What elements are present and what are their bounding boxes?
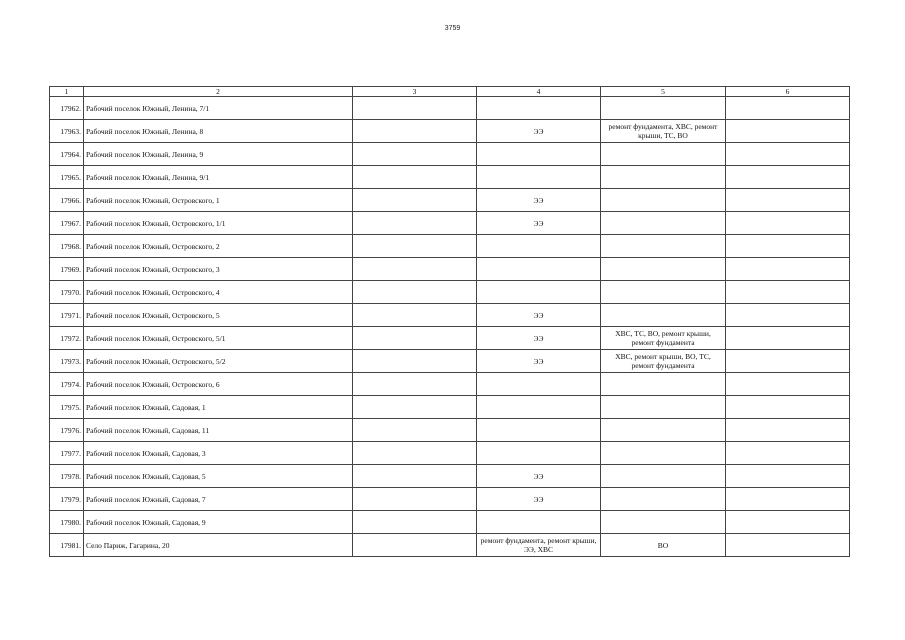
column-6-cell bbox=[726, 534, 850, 557]
column-3-cell bbox=[353, 373, 477, 396]
column-4-cell: ЭЭ bbox=[477, 488, 601, 511]
column-6-cell bbox=[726, 97, 850, 120]
column-header: 6 bbox=[726, 87, 850, 97]
header-row bbox=[50, 87, 850, 97]
column-3-cell bbox=[353, 350, 477, 373]
row-number: 17971. bbox=[50, 304, 84, 327]
column-3-cell bbox=[353, 327, 477, 350]
address-cell: Рабочий поселок Южный, Садовая, 3 bbox=[84, 442, 353, 465]
column-3-cell bbox=[353, 488, 477, 511]
column-4-cell: ЭЭ bbox=[477, 350, 601, 373]
column-6-cell bbox=[726, 235, 850, 258]
row-number: 17980. bbox=[50, 511, 84, 534]
table-row bbox=[50, 488, 850, 511]
table-row bbox=[50, 189, 850, 212]
column-4-cell: ЭЭ bbox=[477, 189, 601, 212]
column-6-cell bbox=[726, 258, 850, 281]
column-4-cell bbox=[477, 235, 601, 258]
column-4-cell: ЭЭ bbox=[477, 327, 601, 350]
column-4-cell: ЭЭ bbox=[477, 465, 601, 488]
column-3-cell bbox=[353, 212, 477, 235]
column-header: 1 bbox=[50, 87, 84, 97]
column-3-cell bbox=[353, 120, 477, 143]
column-3-cell bbox=[353, 143, 477, 166]
row-number: 17973. bbox=[50, 350, 84, 373]
table-row bbox=[50, 281, 850, 304]
column-5-cell bbox=[601, 511, 726, 534]
column-3-cell bbox=[353, 442, 477, 465]
column-3-cell bbox=[353, 189, 477, 212]
row-number: 17966. bbox=[50, 189, 84, 212]
column-6-cell bbox=[726, 281, 850, 304]
column-header: 2 bbox=[84, 87, 353, 97]
row-number: 17963. bbox=[50, 120, 84, 143]
column-5-cell bbox=[601, 304, 726, 327]
column-6-cell bbox=[726, 327, 850, 350]
column-5-cell bbox=[601, 235, 726, 258]
table-row bbox=[50, 166, 850, 189]
address-cell: Рабочий поселок Южный, Островского, 3 bbox=[84, 258, 353, 281]
row-number: 17962. bbox=[50, 97, 84, 120]
column-5-cell bbox=[601, 258, 726, 281]
column-6-cell bbox=[726, 166, 850, 189]
row-number: 17974. bbox=[50, 373, 84, 396]
address-cell: Рабочий поселок Южный, Садовая, 9 bbox=[84, 511, 353, 534]
address-cell: Рабочий поселок Южный, Островского, 5/1 bbox=[84, 327, 353, 350]
column-3-cell bbox=[353, 97, 477, 120]
table-row bbox=[50, 442, 850, 465]
row-number: 17964. bbox=[50, 143, 84, 166]
table-row bbox=[50, 327, 850, 350]
table-row bbox=[50, 304, 850, 327]
table-row bbox=[50, 258, 850, 281]
column-6-cell bbox=[726, 350, 850, 373]
column-4-cell: ремонт фундамента, ремонт крыши, ЭЭ, ХВС bbox=[477, 534, 601, 557]
address-cell: Рабочий поселок Южный, Островского, 6 bbox=[84, 373, 353, 396]
row-number: 17969. bbox=[50, 258, 84, 281]
table-row bbox=[50, 212, 850, 235]
table-row bbox=[50, 534, 850, 557]
column-5-cell: ВО bbox=[601, 534, 726, 557]
address-cell: Рабочий поселок Южный, Ленина, 7/1 bbox=[84, 97, 353, 120]
address-cell: Рабочий поселок Южный, Островского, 5/2 bbox=[84, 350, 353, 373]
column-5-cell bbox=[601, 281, 726, 304]
column-header: 4 bbox=[477, 87, 601, 97]
column-6-cell bbox=[726, 304, 850, 327]
column-6-cell bbox=[726, 488, 850, 511]
row-number: 17981. bbox=[50, 534, 84, 557]
row-number: 17970. bbox=[50, 281, 84, 304]
column-5-cell: ХВС, ТС, ВО, ремонт крыши, ремонт фундамента bbox=[601, 327, 726, 350]
column-header: 5 bbox=[601, 87, 726, 97]
column-6-cell bbox=[726, 511, 850, 534]
table-row bbox=[50, 97, 850, 120]
column-5-cell bbox=[601, 419, 726, 442]
column-5-cell bbox=[601, 396, 726, 419]
column-5-cell bbox=[601, 212, 726, 235]
row-number: 17976. bbox=[50, 419, 84, 442]
column-4-cell bbox=[477, 442, 601, 465]
column-3-cell bbox=[353, 419, 477, 442]
column-4-cell bbox=[477, 396, 601, 419]
table-row bbox=[50, 235, 850, 258]
row-number: 17975. bbox=[50, 396, 84, 419]
table-row bbox=[50, 143, 850, 166]
table-row bbox=[50, 511, 850, 534]
address-cell: Рабочий поселок Южный, Садовая, 1 bbox=[84, 396, 353, 419]
address-cell: Рабочий поселок Южный, Островского, 4 bbox=[84, 281, 353, 304]
column-3-cell bbox=[353, 258, 477, 281]
address-cell: Село Париж, Гагарина, 20 bbox=[84, 534, 353, 557]
column-6-cell bbox=[726, 396, 850, 419]
row-number: 17978. bbox=[50, 465, 84, 488]
column-4-cell bbox=[477, 511, 601, 534]
column-4-cell bbox=[477, 373, 601, 396]
table-row bbox=[50, 350, 850, 373]
address-cell: Рабочий поселок Южный, Садовая, 11 bbox=[84, 419, 353, 442]
column-header: 3 bbox=[353, 87, 477, 97]
row-number: 17967. bbox=[50, 212, 84, 235]
column-3-cell bbox=[353, 166, 477, 189]
column-3-cell bbox=[353, 534, 477, 557]
column-5-cell bbox=[601, 143, 726, 166]
column-6-cell bbox=[726, 143, 850, 166]
column-4-cell bbox=[477, 143, 601, 166]
column-3-cell bbox=[353, 304, 477, 327]
address-cell: Рабочий поселок Южный, Садовая, 5 bbox=[84, 465, 353, 488]
repair-table bbox=[49, 86, 850, 557]
column-5-cell bbox=[601, 465, 726, 488]
column-6-cell bbox=[726, 442, 850, 465]
address-cell: Рабочий поселок Южный, Островского, 2 bbox=[84, 235, 353, 258]
column-5-cell bbox=[601, 373, 726, 396]
column-6-cell bbox=[726, 212, 850, 235]
address-cell: Рабочий поселок Южный, Ленина, 8 bbox=[84, 120, 353, 143]
row-number: 17979. bbox=[50, 488, 84, 511]
column-5-cell bbox=[601, 442, 726, 465]
column-6-cell bbox=[726, 120, 850, 143]
column-3-cell bbox=[353, 281, 477, 304]
column-5-cell bbox=[601, 189, 726, 212]
address-cell: Рабочий поселок Южный, Островского, 5 bbox=[84, 304, 353, 327]
address-cell: Рабочий поселок Южный, Ленина, 9 bbox=[84, 143, 353, 166]
column-4-cell: ЭЭ bbox=[477, 304, 601, 327]
row-number: 17968. bbox=[50, 235, 84, 258]
address-cell: Рабочий поселок Южный, Ленина, 9/1 bbox=[84, 166, 353, 189]
column-4-cell bbox=[477, 419, 601, 442]
column-6-cell bbox=[726, 419, 850, 442]
table-row bbox=[50, 419, 850, 442]
row-number: 17977. bbox=[50, 442, 84, 465]
column-4-cell bbox=[477, 281, 601, 304]
table-row bbox=[50, 120, 850, 143]
column-5-cell bbox=[601, 488, 726, 511]
column-4-cell: ЭЭ bbox=[477, 212, 601, 235]
address-cell: Рабочий поселок Южный, Садовая, 7 bbox=[84, 488, 353, 511]
page-number: 3759 bbox=[444, 25, 461, 32]
column-6-cell bbox=[726, 465, 850, 488]
row-number: 17965. bbox=[50, 166, 84, 189]
row-number: 17972. bbox=[50, 327, 84, 350]
column-5-cell bbox=[601, 166, 726, 189]
address-cell: Рабочий поселок Южный, Островского, 1 bbox=[84, 189, 353, 212]
table-row bbox=[50, 373, 850, 396]
column-3-cell bbox=[353, 465, 477, 488]
column-5-cell: ремонт фундамента, ХВС, ремонт крыши, ТС, ВО bbox=[601, 120, 726, 143]
column-4-cell bbox=[477, 166, 601, 189]
column-4-cell bbox=[477, 258, 601, 281]
column-6-cell bbox=[726, 373, 850, 396]
column-3-cell bbox=[353, 396, 477, 419]
address-cell: Рабочий поселок Южный, Островского, 1/1 bbox=[84, 212, 353, 235]
column-3-cell bbox=[353, 235, 477, 258]
table-row bbox=[50, 396, 850, 419]
column-3-cell bbox=[353, 511, 477, 534]
column-5-cell bbox=[601, 97, 726, 120]
table-row bbox=[50, 465, 850, 488]
column-5-cell: ХВС, ремонт крыши, ВО, ТС, ремонт фундамента bbox=[601, 350, 726, 373]
column-6-cell bbox=[726, 189, 850, 212]
column-4-cell bbox=[477, 97, 601, 120]
column-4-cell: ЭЭ bbox=[477, 120, 601, 143]
